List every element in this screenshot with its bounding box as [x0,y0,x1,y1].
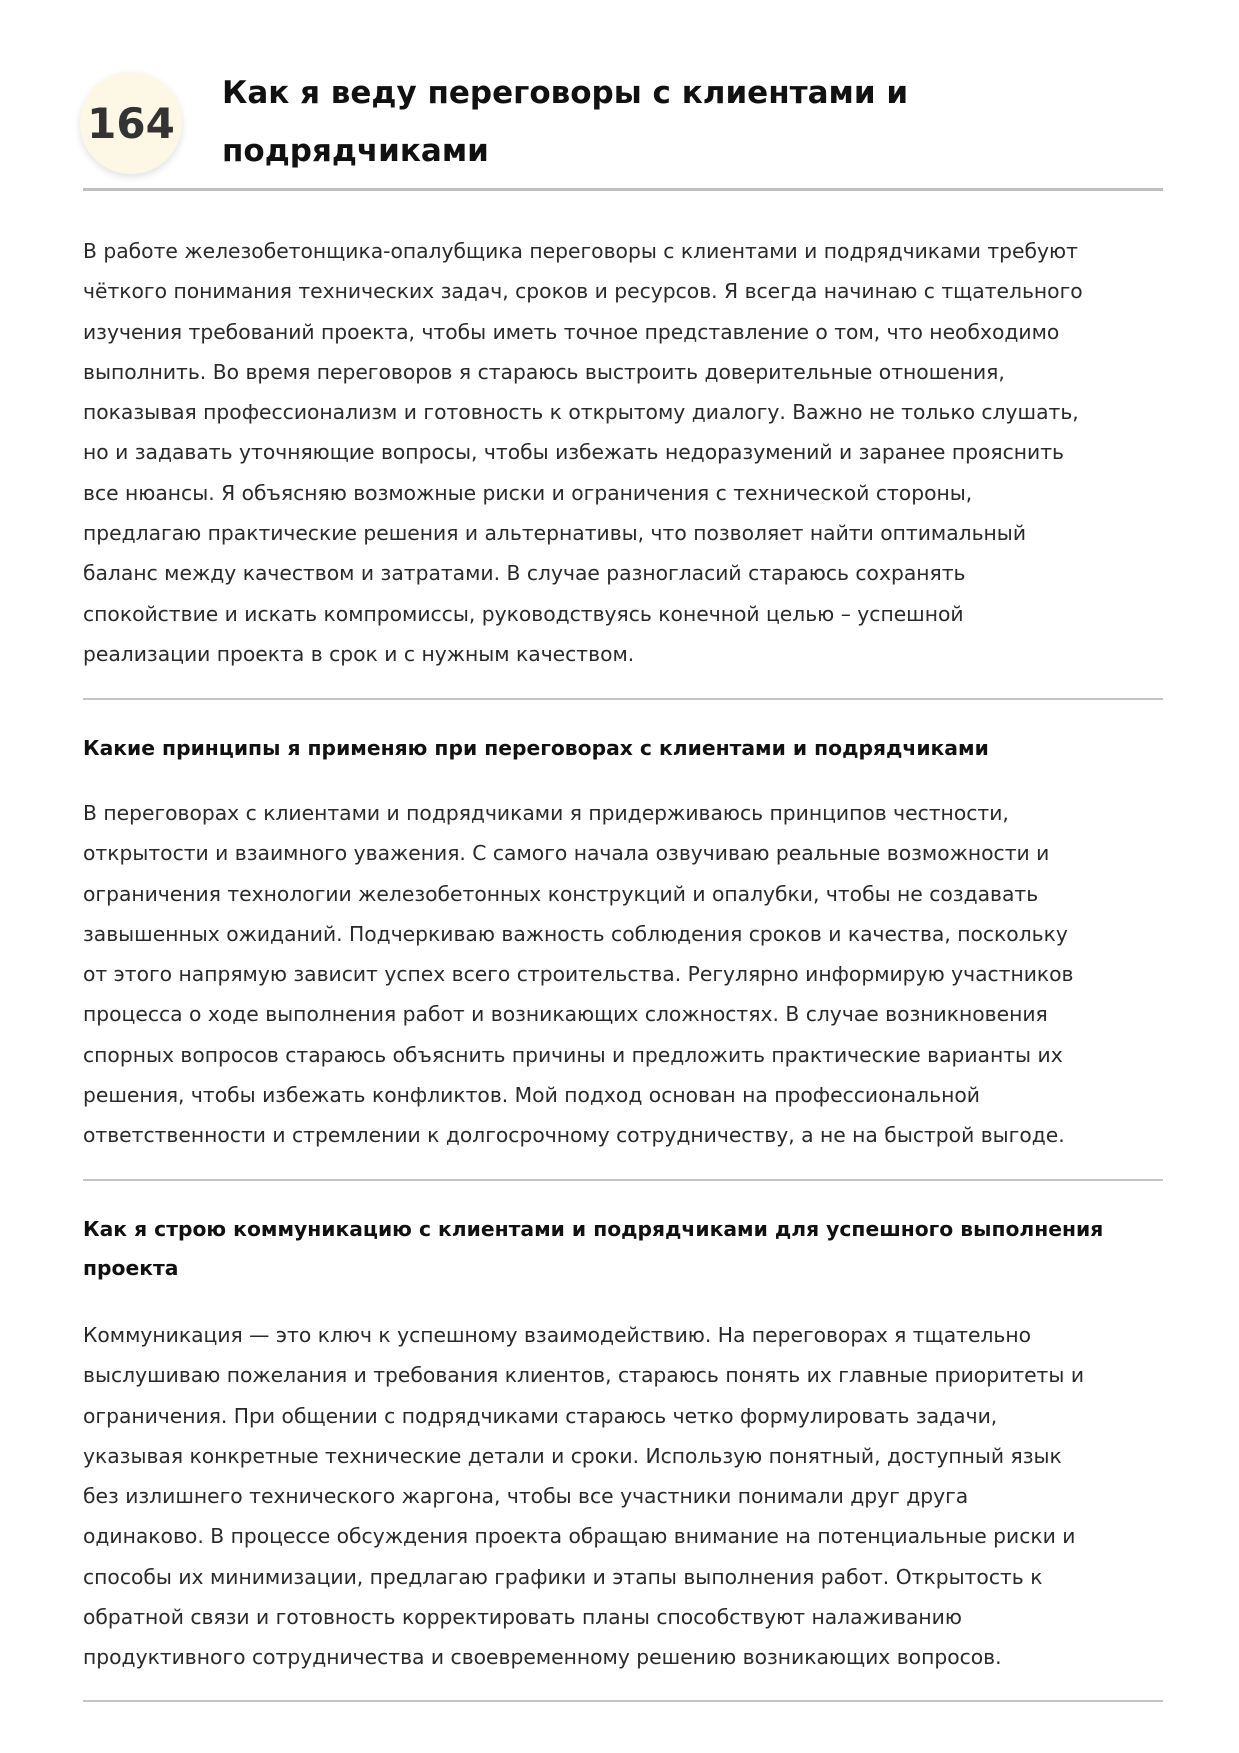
text-line: без излишнего технического жаргона, чтобы все участники понимали друг друга [83,1484,969,1509]
text-line: продуктивного сотрудничества и своевременному решению возникающих вопросов. [83,1645,1002,1670]
page-title [222,64,1152,180]
text-line: баланс между качеством и затратами. В случае разногласий стараюсь сохранять [83,561,966,586]
page-number-badge: 164 [80,72,182,174]
heading-line: Какие принципы я применяю при переговорах с клиентами и подрядчиками [83,736,989,760]
section-divider [83,1700,1163,1702]
text-line: спокойствие и искать компромиссы, руководствуясь конечной целью – успешной [83,601,964,626]
section-divider [83,698,1163,700]
header-divider [83,188,1163,191]
text-line: изучения требований проекта, чтобы иметь точное представление о том, что необходимо [83,319,1060,344]
text-line: чёткого понимания технических задач, сроков и ресурсов. Я всегда начинаю с тщательного [83,279,1083,304]
text-line: решения, чтобы избежать конфликтов. Мой подход основан на профессиональной [83,1083,980,1108]
text-line: процесса о ходе выполнения работ и возникающих сложностях. В случае возникновения [83,1002,1048,1027]
section-1-paragraph [83,231,1173,674]
section-2-paragraph [83,793,1173,1156]
heading-line: проекта [83,1256,179,1280]
text-line: выполнить. Во время переговоров я стараюсь выстроить доверительные отношения, [83,359,1005,384]
text-line: В переговорах с клиентами и подрядчиками я придерживаюсь принципов честности, [83,801,1009,825]
section-divider [83,1179,1163,1181]
text-line: обратной связи и готовность корректировать планы способствуют налаживанию [83,1605,962,1630]
text-line: завышенных ожиданий. Подчеркиваю важность соблюдения сроков и качества, поскольку [83,921,1068,946]
text-line: способы их минимизации, предлагаю графики и этапы выполнения работ. Открытость к [83,1564,1043,1589]
section-2-heading [83,729,1173,768]
text-line: В работе железобетонщика-опалубщика переговоры с клиентами и подрядчиками требуют [83,239,1078,263]
text-line: открытости и взаимного уважения. С самого начала озвучиваю реальные возможности и [83,841,1050,866]
heading-line: Как я строю коммуникацию с клиентами и подрядчиками для успешного выполнения [83,1217,1104,1241]
text-line: ограничения. При общении с подрядчиками стараюсь четко формулировать задачи, [83,1403,998,1428]
title-line: Как я веду переговоры с клиентами и [222,75,909,111]
text-line: указывая конкретные технические детали и сроки. Использую понятный, доступный язык [83,1443,1062,1468]
text-line: ограничения технологии железобетонных конструкций и опалубки, чтобы не создавать [83,881,1039,906]
section-3-paragraph [83,1315,1173,1678]
title-line: подрядчиками [222,133,489,169]
text-line: показывая профессионализм и готовность к открытому диалогу. Важно не только слушать, [83,400,1079,425]
text-line: ответственности и стремлении к долгосрочному сотрудничеству, а не на быстрой выгоде. [83,1123,1065,1148]
text-line: спорных вопросов стараюсь объяснить причины и предложить практические варианты их [83,1042,1063,1067]
text-line: но и задавать уточняющие вопросы, чтобы избежать недоразумений и заранее прояснить [83,440,1064,465]
section-3-heading [83,1210,1173,1288]
text-line: предлагаю практические решения и альтернативы, что позволяет найти оптимальный [83,521,1026,546]
text-line: от этого напрямую зависит успех всего строительства. Регулярно информирую участников [83,962,1074,987]
text-line: все нюансы. Я объясняю возможные риски и ограничения с технической стороны, [83,480,973,505]
text-line: Коммуникация — это ключ к успешному взаимодействию. На переговорах я тщательно [83,1323,1032,1347]
text-line: реализации проекта в срок и с нужным качеством. [83,641,635,666]
text-line: одинаково. В процессе обсуждения проекта обращаю внимание на потенциальные риски и [83,1524,1076,1549]
text-line: выслушиваю пожелания и требования клиентов, стараюсь понять их главные приоритеты и [83,1363,1085,1388]
